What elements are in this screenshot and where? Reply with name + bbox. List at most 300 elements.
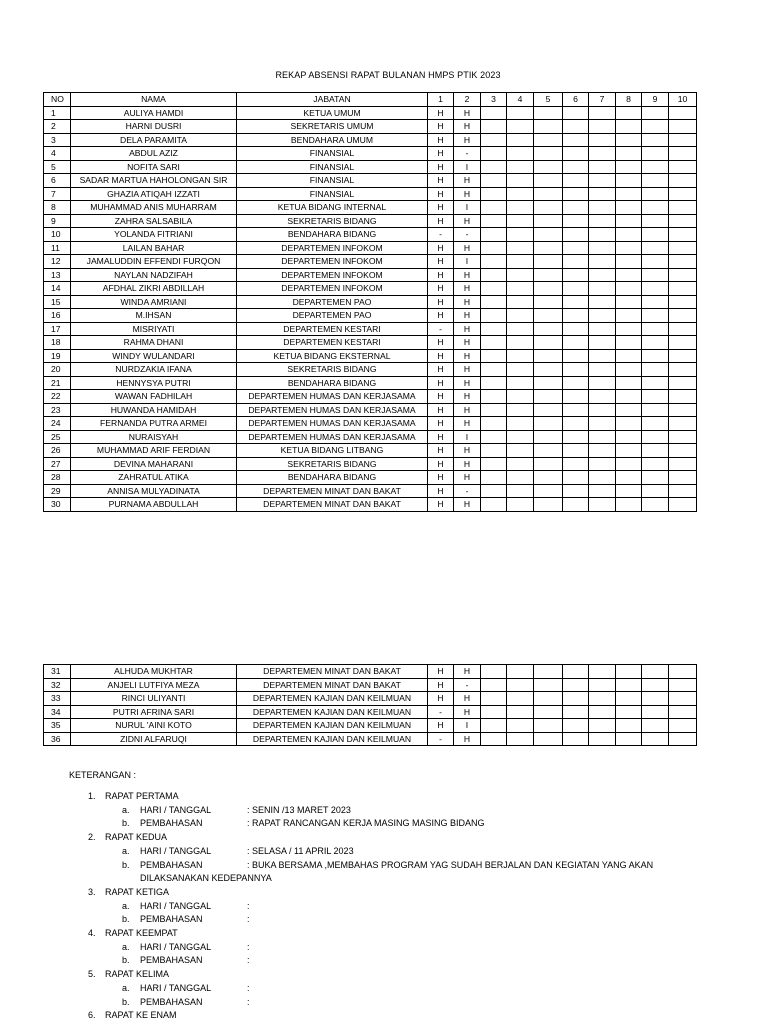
table-row [44, 444, 697, 458]
topic-label: PEMBAHASAN [140, 914, 203, 925]
attendance-cell-empty [534, 120, 563, 134]
attendance-cell-empty [563, 349, 589, 363]
attendance-cell-empty [563, 390, 589, 404]
attendance-cell-empty [669, 705, 697, 719]
attendance-cell-empty [481, 719, 507, 733]
member-name: JAMALUDDIN EFFENDI FURQON [71, 255, 237, 269]
attendance-cell-empty [616, 336, 642, 350]
table-row [44, 147, 697, 161]
attendance-cell-empty [481, 255, 507, 269]
table-row [44, 484, 697, 498]
member-position: DEPARTEMEN INFOKOM [237, 268, 428, 282]
attendance-cell-empty [563, 336, 589, 350]
attendance-cell-empty [563, 268, 589, 282]
member-position: DEPARTEMEN HUMAS DAN KERJASAMA [237, 430, 428, 444]
attendance-mark: - [428, 732, 454, 746]
attendance-mark: I [454, 201, 481, 215]
attendance-cell-empty [563, 214, 589, 228]
table-row [44, 719, 697, 733]
document-title: REKAP ABSENSI RAPAT BULANAN HMPS PTIK 2023 [275, 70, 501, 80]
attendance-cell-empty [669, 692, 697, 706]
attendance-mark: H [454, 471, 481, 485]
attendance-mark: - [428, 322, 454, 336]
row-number: 2 [44, 120, 71, 134]
member-position: FINANSIAL [237, 160, 428, 174]
attendance-mark: H [454, 349, 481, 363]
attendance-mark: H [454, 444, 481, 458]
attendance-cell-empty [481, 201, 507, 215]
attendance-cell-empty [563, 309, 589, 323]
attendance-cell-empty [616, 471, 642, 485]
table-row [44, 120, 697, 134]
attendance-mark: H [428, 201, 454, 215]
attendance-table-page-1 [43, 92, 697, 512]
attendance-cell-empty [507, 214, 534, 228]
attendance-cell-empty [589, 390, 616, 404]
member-name: ABDUL AZIZ [71, 147, 237, 161]
attendance-mark: - [428, 228, 454, 242]
member-name: HENNYSYA PUTRI [71, 376, 237, 390]
attendance-cell-empty [481, 228, 507, 242]
attendance-mark: H [428, 187, 454, 201]
member-position: DEPARTEMEN HUMAS DAN KERJASAMA [237, 403, 428, 417]
attendance-cell-empty [669, 471, 697, 485]
attendance-cell-empty [616, 376, 642, 390]
member-name: NAYLAN NADZIFAH [71, 268, 237, 282]
attendance-mark: H [428, 336, 454, 350]
attendance-cell-empty [669, 349, 697, 363]
meeting-title: RAPAT KE ENAM [105, 1010, 177, 1021]
sub-item-marker: a. [122, 941, 130, 952]
attendance-cell-empty [481, 705, 507, 719]
attendance-cell-empty [616, 457, 642, 471]
attendance-cell-empty [669, 336, 697, 350]
attendance-cell-empty [669, 417, 697, 431]
row-number: 23 [44, 403, 71, 417]
attendance-cell-empty [534, 705, 563, 719]
meeting-number: 5. [88, 969, 96, 980]
column-header: 1 [428, 93, 454, 107]
attendance-cell-empty [481, 147, 507, 161]
attendance-cell-empty [616, 349, 642, 363]
attendance-cell-empty [642, 201, 669, 215]
date-value: : [247, 900, 250, 911]
attendance-cell-empty [642, 719, 669, 733]
attendance-cell-empty [507, 241, 534, 255]
row-number: 33 [44, 692, 71, 706]
column-header: 8 [616, 93, 642, 107]
column-header: 9 [642, 93, 669, 107]
attendance-cell-empty [642, 732, 669, 746]
row-number: 32 [44, 678, 71, 692]
attendance-mark: - [454, 484, 481, 498]
table-row [44, 106, 697, 120]
attendance-cell-empty [507, 471, 534, 485]
attendance-cell-empty [481, 390, 507, 404]
attendance-cell-empty [534, 665, 563, 679]
attendance-cell-empty [589, 147, 616, 161]
attendance-mark: H [454, 705, 481, 719]
member-name: ZAHRA SALSABILA [71, 214, 237, 228]
attendance-mark: H [428, 214, 454, 228]
row-number: 30 [44, 498, 71, 512]
attendance-cell-empty [534, 268, 563, 282]
attendance-cell-empty [534, 692, 563, 706]
table-row [44, 187, 697, 201]
attendance-cell-empty [589, 430, 616, 444]
attendance-mark: H [454, 268, 481, 282]
attendance-cell-empty [616, 484, 642, 498]
attendance-mark: H [428, 665, 454, 679]
row-number: 20 [44, 363, 71, 377]
attendance-cell-empty [669, 732, 697, 746]
member-position: DEPARTEMEN KAJIAN DAN KEILMUAN [237, 719, 428, 733]
attendance-cell-empty [642, 417, 669, 431]
member-position: DEPARTEMEN MINAT DAN BAKAT [237, 484, 428, 498]
row-number: 4 [44, 147, 71, 161]
date-label: HARI / TANGGAL [140, 941, 212, 952]
member-position: DEPARTEMEN MINAT DAN BAKAT [237, 678, 428, 692]
attendance-mark: H [454, 187, 481, 201]
attendance-cell-empty [481, 376, 507, 390]
attendance-cell-empty [481, 282, 507, 296]
member-name: SADAR MARTUA HAHOLONGAN SIR [71, 174, 237, 188]
attendance-cell-empty [642, 282, 669, 296]
attendance-cell-empty [563, 255, 589, 269]
attendance-cell-empty [507, 120, 534, 134]
attendance-cell-empty [669, 282, 697, 296]
attendance-mark: I [454, 430, 481, 444]
attendance-cell-empty [534, 282, 563, 296]
attendance-cell-empty [669, 322, 697, 336]
attendance-cell-empty [507, 457, 534, 471]
attendance-mark: H [428, 120, 454, 134]
attendance-cell-empty [642, 403, 669, 417]
column-header: 4 [507, 93, 534, 107]
attendance-mark: H [454, 732, 481, 746]
attendance-cell-empty [507, 322, 534, 336]
attendance-cell-empty [589, 705, 616, 719]
attendance-cell-empty [563, 241, 589, 255]
attendance-cell-empty [563, 665, 589, 679]
date-value: : [247, 941, 250, 952]
attendance-cell-empty [534, 498, 563, 512]
attendance-mark: H [428, 349, 454, 363]
member-position: DEPARTEMEN KESTARI [237, 322, 428, 336]
sub-item-marker: a. [122, 900, 130, 911]
attendance-cell-empty [669, 133, 697, 147]
member-position: BENDAHARA BIDANG [237, 228, 428, 242]
attendance-cell-empty [507, 692, 534, 706]
attendance-cell-empty [534, 349, 563, 363]
attendance-cell-empty [507, 160, 534, 174]
row-number: 16 [44, 309, 71, 323]
attendance-cell-empty [481, 732, 507, 746]
attendance-cell-empty [642, 390, 669, 404]
attendance-cell-empty [589, 187, 616, 201]
attendance-cell-empty [589, 336, 616, 350]
member-position: DEPARTEMEN KAJIAN DAN KEILMUAN [237, 692, 428, 706]
attendance-cell-empty [616, 678, 642, 692]
attendance-mark: H [428, 417, 454, 431]
attendance-cell-empty [563, 133, 589, 147]
attendance-mark: H [428, 692, 454, 706]
attendance-cell-empty [481, 309, 507, 323]
row-number: 11 [44, 241, 71, 255]
member-name: PUTRI AFRINA SARI [71, 705, 237, 719]
attendance-cell-empty [563, 444, 589, 458]
attendance-mark: H [428, 471, 454, 485]
attendance-cell-empty [616, 322, 642, 336]
row-number: 28 [44, 471, 71, 485]
attendance-mark: H [428, 309, 454, 323]
attendance-cell-empty [669, 241, 697, 255]
attendance-cell-empty [642, 309, 669, 323]
attendance-cell-empty [481, 322, 507, 336]
attendance-cell-empty [563, 322, 589, 336]
attendance-mark: H [454, 322, 481, 336]
attendance-cell-empty [642, 133, 669, 147]
member-position: BENDAHARA BIDANG [237, 376, 428, 390]
attendance-cell-empty [589, 665, 616, 679]
topic-label: PEMBAHASAN [140, 996, 203, 1007]
attendance-mark: I [454, 160, 481, 174]
attendance-mark: H [454, 295, 481, 309]
attendance-cell-empty [616, 187, 642, 201]
attendance-mark: H [454, 120, 481, 134]
attendance-cell-empty [507, 430, 534, 444]
attendance-cell-empty [589, 228, 616, 242]
attendance-cell-empty [563, 363, 589, 377]
attendance-cell-empty [563, 106, 589, 120]
attendance-cell-empty [534, 255, 563, 269]
attendance-cell-empty [669, 403, 697, 417]
attendance-cell-empty [481, 692, 507, 706]
attendance-cell-empty [481, 498, 507, 512]
attendance-cell-empty [589, 241, 616, 255]
attendance-cell-empty [642, 471, 669, 485]
date-value: : SENIN /13 MARET 2023 [247, 804, 351, 815]
sub-item-marker: a. [122, 982, 130, 993]
attendance-mark: H [454, 665, 481, 679]
attendance-cell-empty [481, 295, 507, 309]
member-name: AFDHAL ZIKRI ABDILLAH [71, 282, 237, 296]
attendance-cell-empty [563, 484, 589, 498]
attendance-cell-empty [642, 430, 669, 444]
attendance-cell-empty [642, 336, 669, 350]
row-number: 29 [44, 484, 71, 498]
attendance-cell-empty [481, 268, 507, 282]
table-row [44, 295, 697, 309]
member-position: DEPARTEMEN INFOKOM [237, 241, 428, 255]
row-number: 21 [44, 376, 71, 390]
attendance-cell-empty [669, 719, 697, 733]
row-number: 17 [44, 322, 71, 336]
attendance-cell-empty [507, 268, 534, 282]
table-row [44, 336, 697, 350]
attendance-cell-empty [534, 295, 563, 309]
table-row [44, 160, 697, 174]
member-name: RINCI ULIYANTI [71, 692, 237, 706]
row-number: 26 [44, 444, 71, 458]
attendance-cell-empty [563, 295, 589, 309]
attendance-cell-empty [642, 457, 669, 471]
member-position: DEPARTEMEN INFOKOM [237, 282, 428, 296]
member-name: YOLANDA FITRIANI [71, 228, 237, 242]
member-position: BENDAHARA BIDANG [237, 471, 428, 485]
topic-value: : [247, 955, 250, 966]
sub-item-marker: b. [122, 818, 130, 829]
attendance-cell-empty [616, 255, 642, 269]
attendance-mark: H [428, 241, 454, 255]
attendance-cell-empty [642, 255, 669, 269]
table-row [44, 417, 697, 431]
attendance-cell-empty [507, 349, 534, 363]
attendance-mark: H [428, 174, 454, 188]
attendance-cell-empty [507, 363, 534, 377]
member-name: DEVINA MAHARANI [71, 457, 237, 471]
member-position: SEKRETARIS BIDANG [237, 363, 428, 377]
attendance-cell-empty [642, 322, 669, 336]
attendance-cell-empty [507, 665, 534, 679]
attendance-cell-empty [669, 187, 697, 201]
attendance-mark: H [454, 390, 481, 404]
table-row [44, 705, 697, 719]
attendance-cell-empty [616, 390, 642, 404]
attendance-cell-empty [616, 430, 642, 444]
attendance-cell-empty [669, 678, 697, 692]
attendance-cell-empty [669, 376, 697, 390]
attendance-cell-empty [507, 705, 534, 719]
attendance-cell-empty [616, 719, 642, 733]
attendance-cell-empty [642, 295, 669, 309]
attendance-cell-empty [589, 133, 616, 147]
attendance-cell-empty [589, 106, 616, 120]
attendance-cell-empty [534, 444, 563, 458]
topic-value: : RAPAT RANCANGAN KERJA MASING MASING BIDANG [247, 818, 485, 829]
member-position: FINANSIAL [237, 147, 428, 161]
meeting-title: RAPAT KEDUA [105, 832, 168, 843]
attendance-cell-empty [589, 322, 616, 336]
attendance-mark: H [454, 336, 481, 350]
attendance-cell-empty [669, 214, 697, 228]
row-number: 35 [44, 719, 71, 733]
attendance-mark: H [428, 719, 454, 733]
attendance-cell-empty [669, 255, 697, 269]
attendance-cell-empty [507, 390, 534, 404]
attendance-cell-empty [616, 201, 642, 215]
attendance-cell-empty [481, 160, 507, 174]
attendance-cell-empty [589, 719, 616, 733]
attendance-cell-empty [616, 228, 642, 242]
attendance-cell-empty [563, 498, 589, 512]
attendance-cell-empty [642, 678, 669, 692]
row-number: 22 [44, 390, 71, 404]
attendance-cell-empty [507, 444, 534, 458]
member-name: WINDA AMRIANI [71, 295, 237, 309]
attendance-mark: H [428, 390, 454, 404]
topic-label: PEMBAHASAN [140, 818, 203, 829]
attendance-cell-empty [616, 309, 642, 323]
attendance-cell-empty [669, 120, 697, 134]
table-row [44, 665, 697, 679]
table-row [44, 403, 697, 417]
member-name: PURNAMA ABDULLAH [71, 498, 237, 512]
member-name: AULIYA HAMDI [71, 106, 237, 120]
meeting-number: 1. [88, 791, 96, 801]
sub-item-marker: b. [122, 859, 130, 870]
attendance-cell-empty [616, 160, 642, 174]
attendance-mark: - [454, 678, 481, 692]
column-header: 7 [589, 93, 616, 107]
attendance-cell-empty [669, 363, 697, 377]
attendance-cell-empty [669, 295, 697, 309]
attendance-cell-empty [507, 187, 534, 201]
column-header: JABATAN [237, 93, 428, 107]
attendance-cell-empty [642, 106, 669, 120]
table-row [44, 241, 697, 255]
table-row [44, 430, 697, 444]
attendance-cell-empty [642, 187, 669, 201]
member-name: HARNI DUSRI [71, 120, 237, 134]
attendance-cell-empty [642, 665, 669, 679]
attendance-cell-empty [534, 309, 563, 323]
attendance-cell-empty [642, 376, 669, 390]
attendance-table-body [44, 93, 697, 512]
attendance-cell-empty [507, 376, 534, 390]
sub-item-marker: b. [122, 914, 130, 925]
table-row [44, 214, 697, 228]
attendance-mark: H [454, 457, 481, 471]
attendance-cell-empty [534, 390, 563, 404]
attendance-cell-empty [534, 336, 563, 350]
attendance-cell-empty [669, 147, 697, 161]
attendance-cell-empty [534, 160, 563, 174]
attendance-cell-empty [563, 120, 589, 134]
attendance-cell-empty [534, 363, 563, 377]
column-header: 6 [563, 93, 589, 107]
row-number: 25 [44, 430, 71, 444]
row-number: 5 [44, 160, 71, 174]
member-name: ANNISA MULYADINATA [71, 484, 237, 498]
member-position: KETUA BIDANG LITBANG [237, 444, 428, 458]
attendance-cell-empty [507, 719, 534, 733]
attendance-cell-empty [507, 147, 534, 161]
sub-item-marker: b. [122, 996, 130, 1007]
attendance-mark: H [428, 268, 454, 282]
member-name: RAHMA DHANI [71, 336, 237, 350]
attendance-cell-empty [589, 484, 616, 498]
attendance-cell-empty [563, 457, 589, 471]
member-name: NURUL 'AINI KOTO [71, 719, 237, 733]
member-name: ZAHRATUL ATIKA [71, 471, 237, 485]
table-row [44, 363, 697, 377]
attendance-cell-empty [507, 417, 534, 431]
column-header: 10 [669, 93, 697, 107]
attendance-cell-empty [563, 678, 589, 692]
attendance-cell-empty [563, 160, 589, 174]
member-position: DEPARTEMEN INFOKOM [237, 255, 428, 269]
attendance-mark: H [428, 498, 454, 512]
attendance-cell-empty [616, 214, 642, 228]
attendance-cell-empty [563, 692, 589, 706]
table-row [44, 349, 697, 363]
meeting-title: RAPAT KELIMA [105, 969, 170, 980]
attendance-cell-empty [563, 228, 589, 242]
attendance-cell-empty [481, 457, 507, 471]
attendance-cell-empty [507, 498, 534, 512]
column-header: NAMA [71, 93, 237, 107]
